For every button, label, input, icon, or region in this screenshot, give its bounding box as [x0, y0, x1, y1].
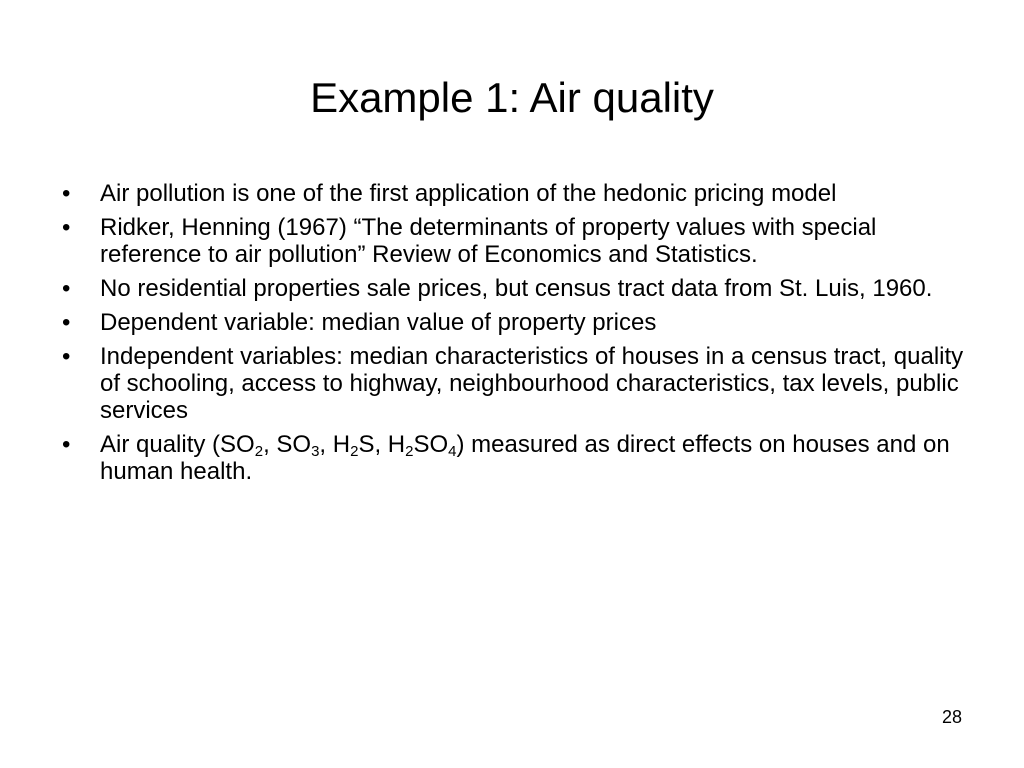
bullet-list: [62, 180, 982, 492]
bullet-item-air-quality: [62, 431, 982, 485]
so3-subscript: 3: [311, 443, 320, 460]
bullet-item: [62, 275, 982, 302]
bullet-icon: •: [62, 275, 71, 302]
bullet-item: [62, 180, 982, 207]
bullet-text: Air pollution is one of the first application of the hedonic pricing model: [100, 180, 837, 207]
slide-title: Example 1: Air quality: [310, 74, 714, 121]
so2-subscript: 2: [254, 443, 264, 460]
bullet-item: [62, 214, 982, 268]
bullet-icon: •: [62, 309, 71, 336]
bullet-icon: •: [62, 180, 71, 207]
bullet-item: [62, 343, 982, 424]
bullet-icon: •: [62, 214, 71, 241]
bullet-item: [62, 309, 982, 336]
h2so4-subscript-a: 2: [405, 443, 414, 460]
bullet-text: Ridker, Henning (1967) “The determinants of property values with special reference to air pollution” Review of Economics and Statistics.: [100, 214, 877, 268]
h2so4-text-a: S, H: [358, 431, 406, 458]
air-quality-prefix: Air quality (SO: [100, 431, 255, 458]
page-number: 28: [941, 707, 962, 727]
h2so4-text-b: SO: [413, 431, 449, 458]
bullet-text: Dependent variable: median value of property prices: [100, 309, 657, 336]
bullet-text: Independent variables: median characteristics of houses in a census tract, quality of schooling, access to highway, neighbourhood characteristics, tax levels, public services: [100, 343, 964, 424]
so3-text: , SO: [263, 431, 312, 458]
bullet-icon: •: [62, 343, 71, 370]
bullet-icon: •: [62, 431, 71, 458]
h2so4-subscript-b: 4: [448, 443, 457, 460]
air-quality-suffix: ) measured as direct effects on houses and on human health.: [100, 431, 950, 485]
air-quality-bullet-text: [100, 431, 982, 485]
h2s-text: , H: [319, 431, 351, 458]
h2s-subscript: 2: [350, 443, 359, 460]
bullet-text: No residential properties sale prices, but census tract data from St. Luis, 1960.: [100, 275, 933, 302]
